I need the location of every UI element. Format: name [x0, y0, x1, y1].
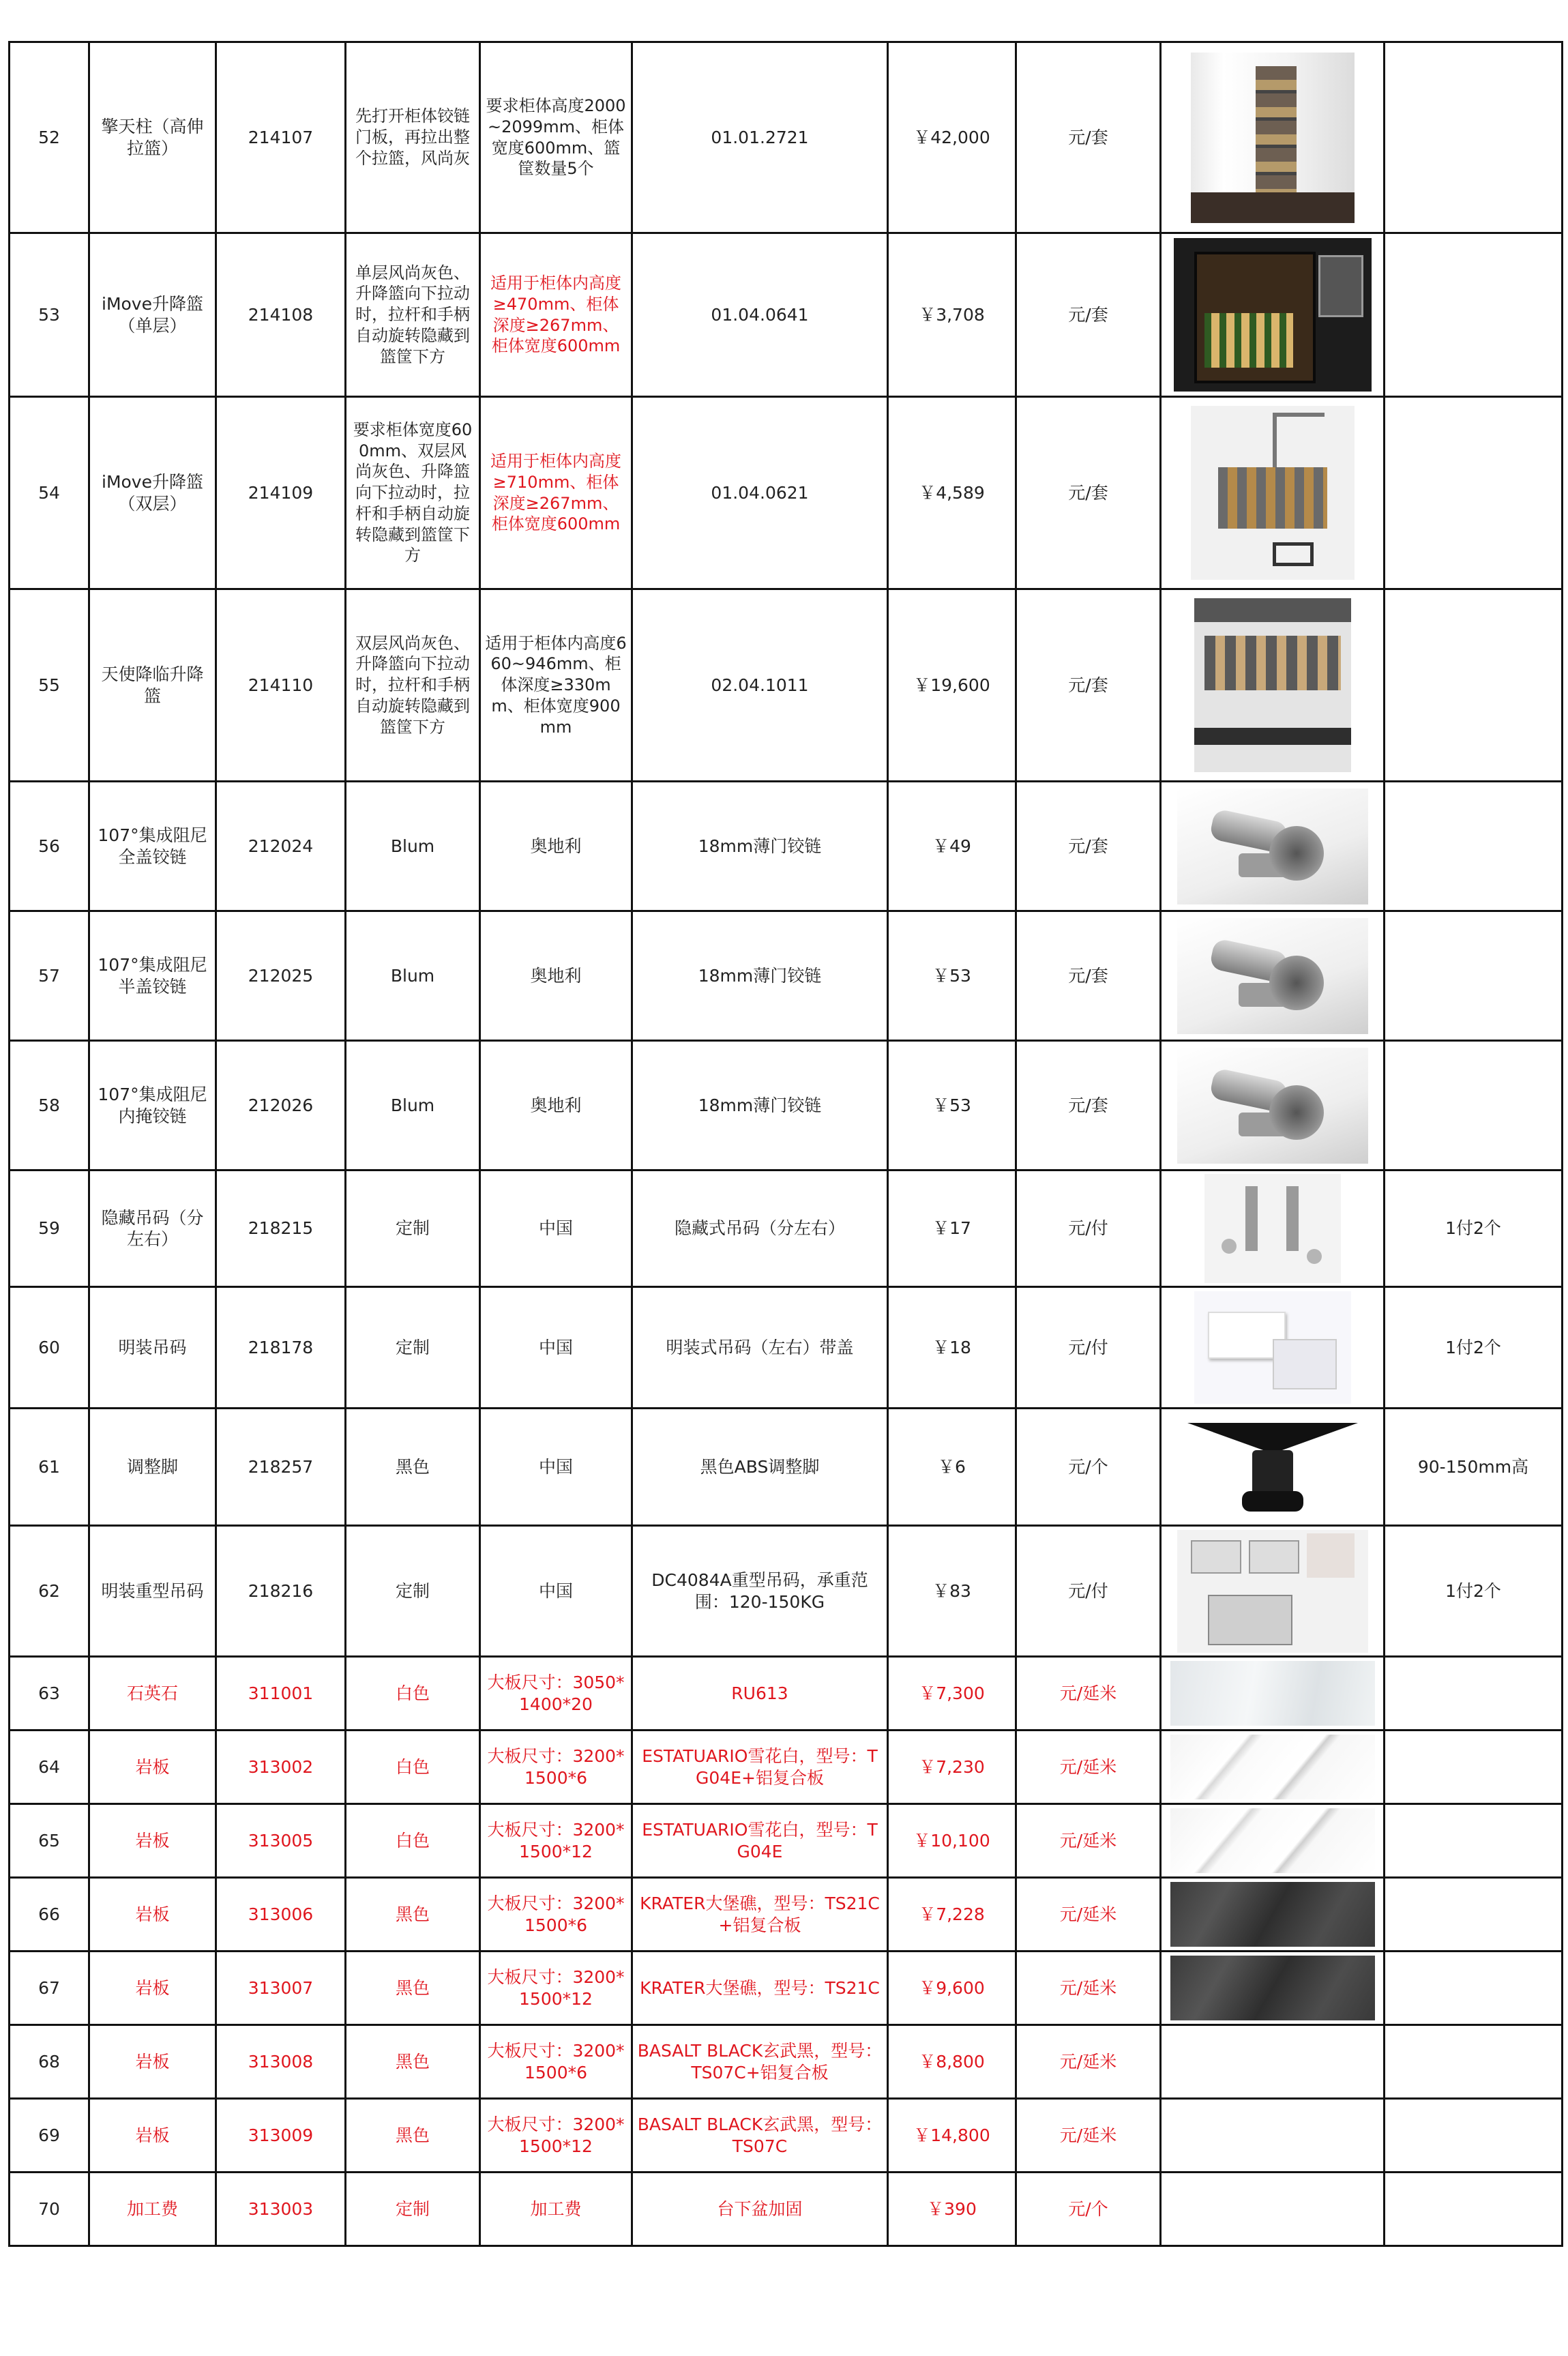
product-spec: 黑色 [346, 2099, 480, 2173]
product-name: iMove升降篮（双层） [89, 397, 216, 589]
row-number: 57 [10, 911, 89, 1041]
row-number: 54 [10, 397, 89, 589]
product-note [1385, 397, 1563, 589]
product-spec: 白色 [346, 1657, 480, 1731]
row-number: 56 [10, 782, 89, 911]
table-row [10, 589, 1563, 782]
product-name: 岩板 [89, 2025, 216, 2099]
product-name: 岩板 [89, 1878, 216, 1952]
product-price: ￥18 [888, 1287, 1016, 1409]
product-origin: 奥地利 [480, 1041, 632, 1170]
product-code: 212024 [216, 782, 346, 911]
product-note [1385, 2025, 1563, 2099]
product-price: ￥53 [888, 911, 1016, 1041]
product-name: 107°集成阻尼内掩铰链 [89, 1041, 216, 1170]
product-origin: 大板尺寸：3200*1500*12 [480, 1804, 632, 1878]
product-name: iMove升降篮（单层） [89, 233, 216, 397]
table-row [10, 397, 1563, 589]
product-price: ￥7,228 [888, 1878, 1016, 1952]
table-row [10, 1657, 1563, 1731]
tall-pull-out-basket-image [1191, 53, 1355, 223]
product-model: ESTATUARIO雪花白，型号：TG04E+铝复合板 [632, 1731, 888, 1804]
table-row [10, 1287, 1563, 1409]
table-row [10, 782, 1563, 911]
dark-slab-image [1170, 1956, 1375, 2020]
product-note [1385, 2173, 1563, 2246]
hinge-image [1177, 789, 1368, 904]
product-image-cell [1161, 1287, 1385, 1409]
row-number: 55 [10, 589, 89, 782]
product-image-cell [1161, 1952, 1385, 2025]
product-model: BASALT BLACK玄武黑，型号：TS07C+铝复合板 [632, 2025, 888, 2099]
product-model: 黑色ABS调整脚 [632, 1409, 888, 1526]
product-price: ￥17 [888, 1170, 1016, 1287]
product-image-cell [1161, 911, 1385, 1041]
product-model: 18mm薄门铰链 [632, 782, 888, 911]
product-model: ESTATUARIO雪花白，型号：TG04E [632, 1804, 888, 1878]
product-image-cell [1161, 2173, 1385, 2246]
product-unit: 元/延米 [1016, 1952, 1161, 2025]
row-number: 58 [10, 1041, 89, 1170]
product-model: 01.01.2721 [632, 42, 888, 233]
product-note [1385, 1804, 1563, 1878]
product-name: 岩板 [89, 1804, 216, 1878]
product-price: ￥42,000 [888, 42, 1016, 233]
product-price: ￥4,589 [888, 397, 1016, 589]
product-spec: 先打开柜体铰链门板，再拉出整个拉篮，风尚灰 [346, 42, 480, 233]
product-name: 加工费 [89, 2173, 216, 2246]
row-number: 64 [10, 1731, 89, 1804]
product-code: 214107 [216, 42, 346, 233]
product-unit: 元/延米 [1016, 1878, 1161, 1952]
product-model: 01.04.0641 [632, 233, 888, 397]
product-name: 调整脚 [89, 1409, 216, 1526]
product-origin: 奥地利 [480, 782, 632, 911]
product-unit: 元/延米 [1016, 1657, 1161, 1731]
product-code: 214108 [216, 233, 346, 397]
product-image-cell [1161, 1409, 1385, 1526]
product-price: ￥19,600 [888, 589, 1016, 782]
row-number: 62 [10, 1526, 89, 1657]
product-note [1385, 42, 1563, 233]
product-origin: 适用于柜体内高度660~946mm、柜体深度≥330mm、柜体宽度900mm [480, 589, 632, 782]
product-code: 218257 [216, 1409, 346, 1526]
product-origin: 适用于柜体内高度≥470mm、柜体深度≥267mm、柜体宽度600mm [480, 233, 632, 397]
product-note [1385, 1878, 1563, 1952]
product-code: 218178 [216, 1287, 346, 1409]
row-number: 60 [10, 1287, 89, 1409]
product-unit: 元/付 [1016, 1170, 1161, 1287]
product-model: 明装式吊码（左右）带盖 [632, 1287, 888, 1409]
product-spec: 要求柜体宽度600mm、双层风尚灰色、升降篮向下拉动时，拉杆和手柄自动旋转隐藏到篮筐下方 [346, 397, 480, 589]
product-model: KRATER大堡礁，型号：TS21C+铝复合板 [632, 1878, 888, 1952]
product-code: 311001 [216, 1657, 346, 1731]
product-name: 隐藏吊码（分左右） [89, 1170, 216, 1287]
product-image-cell [1161, 1731, 1385, 1804]
product-price: ￥10,100 [888, 1804, 1016, 1878]
hinge-image [1177, 1048, 1368, 1164]
product-name: 岩板 [89, 2099, 216, 2173]
product-unit: 元/延米 [1016, 1804, 1161, 1878]
product-name: 107°集成阻尼全盖铰链 [89, 782, 216, 911]
table-row [10, 2025, 1563, 2099]
product-origin: 加工费 [480, 2173, 632, 2246]
product-spec: 定制 [346, 1287, 480, 1409]
product-origin: 大板尺寸：3200*1500*6 [480, 2025, 632, 2099]
product-spec: Blum [346, 782, 480, 911]
product-name: 天使降临升降篮 [89, 589, 216, 782]
row-number: 65 [10, 1804, 89, 1878]
product-code: 218216 [216, 1526, 346, 1657]
product-model: 台下盆加固 [632, 2173, 888, 2246]
table-row [10, 2173, 1563, 2246]
product-image-cell [1161, 1526, 1385, 1657]
product-name: 擎天柱（高伸拉篮） [89, 42, 216, 233]
product-model: 18mm薄门铰链 [632, 911, 888, 1041]
row-number: 59 [10, 1170, 89, 1287]
table-row [10, 1041, 1563, 1170]
table-row [10, 2099, 1563, 2173]
product-spec: 定制 [346, 1170, 480, 1287]
product-price: ￥390 [888, 2173, 1016, 2246]
hinge-image [1177, 918, 1368, 1034]
product-note [1385, 589, 1563, 782]
product-price: ￥6 [888, 1409, 1016, 1526]
table-row [10, 1409, 1563, 1526]
product-origin: 中国 [480, 1170, 632, 1287]
product-image-cell [1161, 233, 1385, 397]
product-name: 明装重型吊码 [89, 1526, 216, 1657]
product-model: 02.04.1011 [632, 589, 888, 782]
product-image-cell [1161, 42, 1385, 233]
product-note [1385, 233, 1563, 397]
product-origin: 中国 [480, 1526, 632, 1657]
product-note: 90-150mm高 [1385, 1409, 1563, 1526]
marble-slab-image [1170, 1735, 1375, 1799]
product-unit: 元/套 [1016, 397, 1161, 589]
product-note [1385, 1731, 1563, 1804]
table-row [10, 1878, 1563, 1952]
product-unit: 元/个 [1016, 1409, 1161, 1526]
row-number: 61 [10, 1409, 89, 1526]
product-unit: 元/延米 [1016, 1731, 1161, 1804]
product-code: 313006 [216, 1878, 346, 1952]
product-unit: 元/延米 [1016, 2099, 1161, 2173]
product-unit: 元/套 [1016, 589, 1161, 782]
product-image-cell [1161, 782, 1385, 911]
product-note: 1付2个 [1385, 1170, 1563, 1287]
row-number: 63 [10, 1657, 89, 1731]
product-origin: 适用于柜体内高度≥710mm、柜体深度≥267mm、柜体宽度600mm [480, 397, 632, 589]
product-model: BASALT BLACK玄武黑，型号：TS07C [632, 2099, 888, 2173]
product-image-cell [1161, 1804, 1385, 1878]
product-unit: 元/套 [1016, 233, 1161, 397]
product-origin: 奥地利 [480, 911, 632, 1041]
product-unit: 元/付 [1016, 1526, 1161, 1657]
product-image-cell [1161, 589, 1385, 782]
product-spec: 定制 [346, 2173, 480, 2246]
product-spec: 定制 [346, 1526, 480, 1657]
table-row [10, 1170, 1563, 1287]
product-image-cell [1161, 397, 1385, 589]
adjustable-foot-image [1181, 1416, 1365, 1518]
dark-slab-image [1170, 1882, 1375, 1947]
hidden-hanger-image [1204, 1174, 1341, 1283]
row-number: 69 [10, 2099, 89, 2173]
marble-slab-image [1170, 1808, 1375, 1873]
row-number: 70 [10, 2173, 89, 2246]
product-model: KRATER大堡礁，型号：TS21C [632, 1952, 888, 2025]
table-row [10, 1804, 1563, 1878]
table-row [10, 911, 1563, 1041]
product-unit: 元/套 [1016, 1041, 1161, 1170]
product-model: 隐藏式吊码（分左右） [632, 1170, 888, 1287]
product-note [1385, 1657, 1563, 1731]
product-price: ￥14,800 [888, 2099, 1016, 2173]
product-note [1385, 911, 1563, 1041]
product-code: 313007 [216, 1952, 346, 2025]
product-price: ￥8,800 [888, 2025, 1016, 2099]
product-spec: Blum [346, 911, 480, 1041]
product-origin: 要求柜体高度2000~2099mm、柜体宽度600mm、篮筐数量5个 [480, 42, 632, 233]
product-origin: 中国 [480, 1287, 632, 1409]
product-spec: 白色 [346, 1731, 480, 1804]
product-origin: 大板尺寸：3200*1500*12 [480, 2099, 632, 2173]
double-lift-basket-image [1191, 406, 1355, 580]
product-price: ￥83 [888, 1526, 1016, 1657]
product-unit: 元/延米 [1016, 2025, 1161, 2099]
product-image-cell [1161, 1041, 1385, 1170]
product-spec: 白色 [346, 1804, 480, 1878]
product-code: 313002 [216, 1731, 346, 1804]
product-note [1385, 782, 1563, 911]
table-row [10, 1731, 1563, 1804]
table-row [10, 1952, 1563, 2025]
product-code: 214110 [216, 589, 346, 782]
product-code: 313005 [216, 1804, 346, 1878]
product-price: ￥53 [888, 1041, 1016, 1170]
row-number: 66 [10, 1878, 89, 1952]
product-spec: Blum [346, 1041, 480, 1170]
product-note [1385, 1041, 1563, 1170]
product-image-cell [1161, 1170, 1385, 1287]
product-origin: 大板尺寸：3200*1500*12 [480, 1952, 632, 2025]
product-model: 18mm薄门铰链 [632, 1041, 888, 1170]
product-note: 1付2个 [1385, 1526, 1563, 1657]
product-image-cell [1161, 2099, 1385, 2173]
row-number: 53 [10, 233, 89, 397]
product-code: 212026 [216, 1041, 346, 1170]
product-model: DC4084A重型吊码，承重范围：120-150KG [632, 1526, 888, 1657]
product-unit: 元/个 [1016, 2173, 1161, 2246]
product-name: 明装吊码 [89, 1287, 216, 1409]
product-spec: 黑色 [346, 2025, 480, 2099]
product-spec: 单层风尚灰色、升降篮向下拉动时，拉杆和手柄自动旋转隐藏到篮筐下方 [346, 233, 480, 397]
product-code: 313008 [216, 2025, 346, 2099]
wall-lift-basket-image [1194, 598, 1351, 772]
product-price: ￥9,600 [888, 1952, 1016, 2025]
surface-hanger-image [1194, 1291, 1351, 1404]
product-spec: 黑色 [346, 1952, 480, 2025]
product-name: 岩板 [89, 1952, 216, 2025]
white-slab-image [1170, 1661, 1375, 1726]
product-code: 218215 [216, 1170, 346, 1287]
product-spec: 双层风尚灰色、升降篮向下拉动时，拉杆和手柄自动旋转隐藏到篮筐下方 [346, 589, 480, 782]
product-name: 107°集成阻尼半盖铰链 [89, 911, 216, 1041]
product-image-cell [1161, 1878, 1385, 1952]
product-note [1385, 1952, 1563, 2025]
product-code: 313009 [216, 2099, 346, 2173]
product-note: 1付2个 [1385, 1287, 1563, 1409]
row-number: 67 [10, 1952, 89, 2025]
product-spec: 黑色 [346, 1878, 480, 1952]
product-price: ￥3,708 [888, 233, 1016, 397]
product-price: ￥7,300 [888, 1657, 1016, 1731]
product-spec: 黑色 [346, 1409, 480, 1526]
row-number: 68 [10, 2025, 89, 2099]
product-code: 313003 [216, 2173, 346, 2246]
product-unit: 元/付 [1016, 1287, 1161, 1409]
product-image-cell [1161, 2025, 1385, 2099]
table-row [10, 1526, 1563, 1657]
product-price: ￥49 [888, 782, 1016, 911]
product-origin: 大板尺寸：3200*1500*6 [480, 1878, 632, 1952]
product-name: 岩板 [89, 1731, 216, 1804]
product-price: ￥7,230 [888, 1731, 1016, 1804]
product-note [1385, 2099, 1563, 2173]
product-image-cell [1161, 1657, 1385, 1731]
product-unit: 元/套 [1016, 42, 1161, 233]
heavy-hanger-image [1177, 1530, 1368, 1653]
product-model: 01.04.0621 [632, 397, 888, 589]
product-name: 石英石 [89, 1657, 216, 1731]
product-model: RU613 [632, 1657, 888, 1731]
row-number: 52 [10, 42, 89, 233]
product-unit: 元/套 [1016, 782, 1161, 911]
single-lift-basket-image [1174, 238, 1372, 392]
price-list-table [8, 41, 1563, 2247]
product-origin: 大板尺寸：3050*1400*20 [480, 1657, 632, 1731]
product-origin: 中国 [480, 1409, 632, 1526]
product-code: 214109 [216, 397, 346, 589]
product-unit: 元/套 [1016, 911, 1161, 1041]
table-row [10, 233, 1563, 397]
product-origin: 大板尺寸：3200*1500*6 [480, 1731, 632, 1804]
product-code: 212025 [216, 911, 346, 1041]
table-row [10, 42, 1563, 233]
